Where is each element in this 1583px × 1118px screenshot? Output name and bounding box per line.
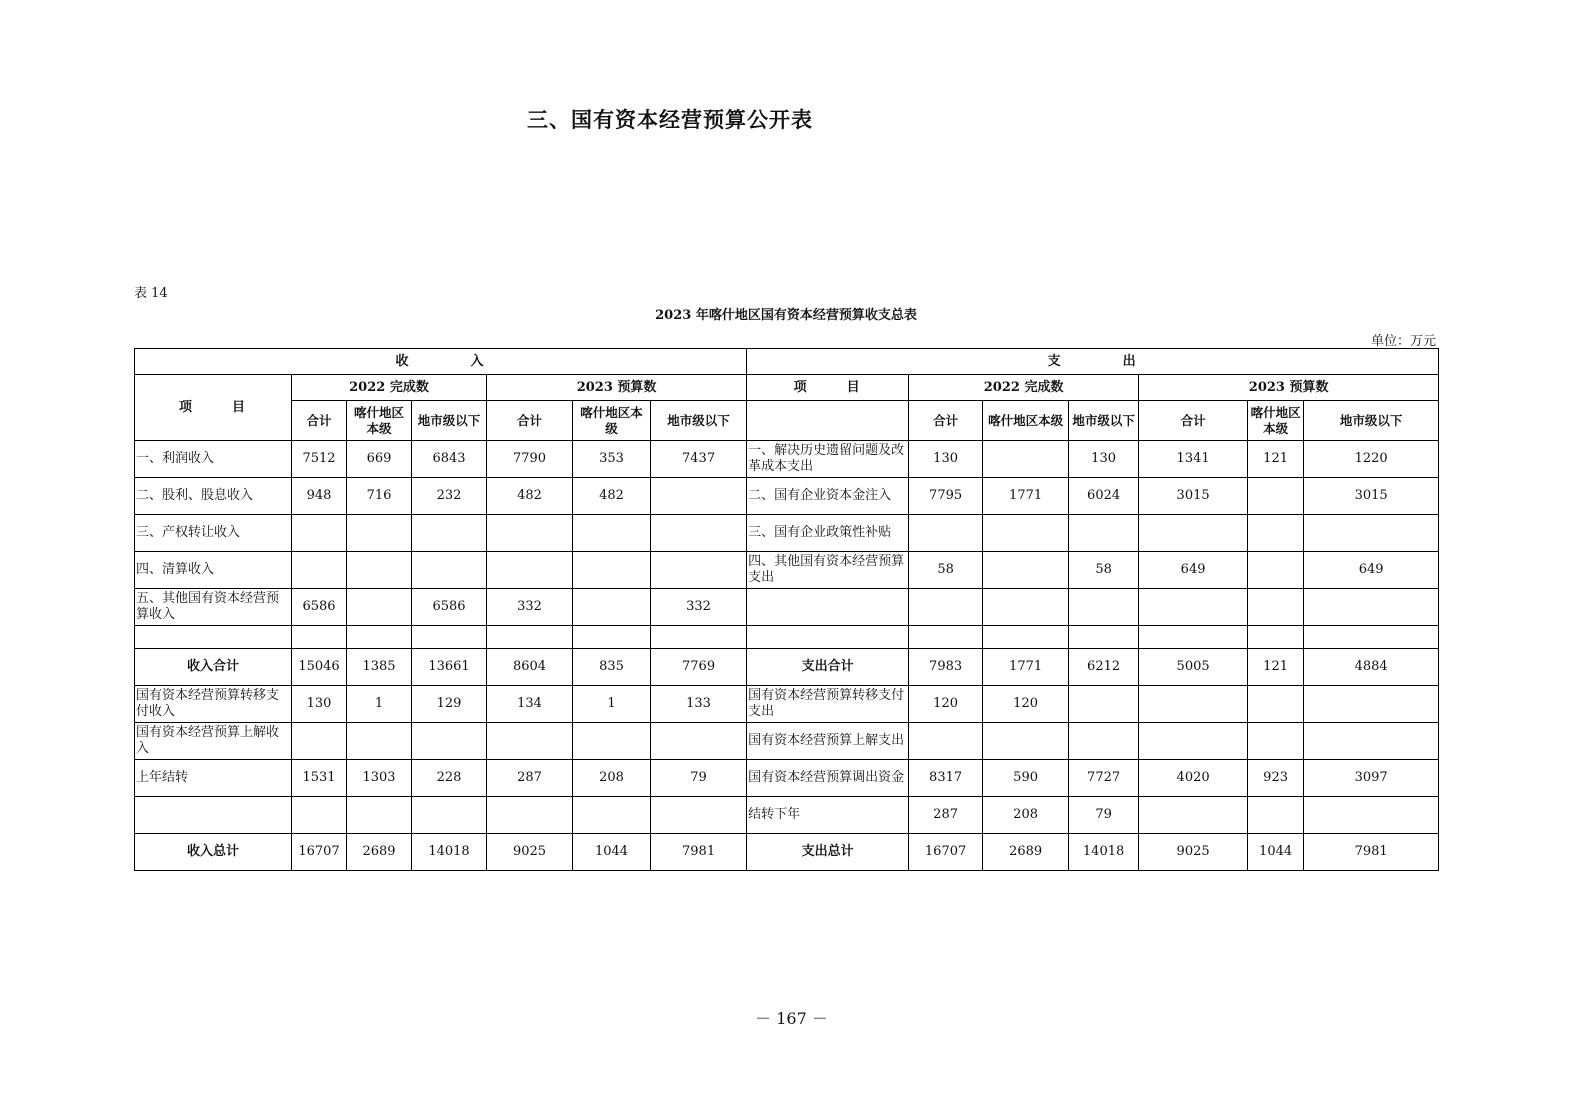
expense-value-cell: 79 <box>1069 797 1139 834</box>
expense-value-cell: 7981 <box>1304 834 1439 871</box>
col-city-below: 地市级以下 <box>1069 401 1139 441</box>
income-value-cell <box>292 797 347 834</box>
income-value-cell: 79 <box>651 760 747 797</box>
income-item-header: 项目 <box>135 375 292 441</box>
expense-value-cell <box>1139 797 1248 834</box>
expense-value-cell: 121 <box>1248 649 1304 686</box>
expense-value-cell <box>909 515 983 552</box>
page-number: － 167 － <box>755 1009 828 1028</box>
expense-item-cell: 支出总计 <box>747 834 909 871</box>
expense-item-cell: 二、国有企业资本金注入 <box>747 478 909 515</box>
expense-value-cell: 7983 <box>909 649 983 686</box>
col-kashgar: 喀什地区本级 <box>573 401 651 441</box>
table-row <box>135 797 1439 834</box>
income-value-cell: 948 <box>292 478 347 515</box>
income-value-cell: 716 <box>347 478 412 515</box>
income-value-cell: 332 <box>487 589 573 626</box>
expense-value-cell <box>1139 589 1248 626</box>
expense-value-cell <box>983 589 1069 626</box>
income-value-cell <box>651 478 747 515</box>
col-kashgar: 喀什地区本级 <box>1248 401 1304 441</box>
expense-value-cell <box>1139 626 1248 649</box>
unit-label: 单位：万元 <box>1370 334 1436 349</box>
col-city-below: 地市级以下 <box>412 401 487 441</box>
expense-value-cell: 58 <box>1069 552 1139 589</box>
expense-value-cell <box>983 441 1069 478</box>
income-item-cell: 五、其他国有资本经营预算收入 <box>135 589 292 626</box>
income-value-cell: 7981 <box>651 834 747 871</box>
expense-value-cell <box>1069 686 1139 723</box>
income-value-cell: 1385 <box>347 649 412 686</box>
income-value-cell <box>292 515 347 552</box>
expense-value-cell <box>1069 589 1139 626</box>
income-item-cell: 上年结转 <box>135 760 292 797</box>
expense-value-cell: 121 <box>1248 441 1304 478</box>
income-value-cell <box>651 723 747 760</box>
income-value-cell <box>347 515 412 552</box>
expense-value-cell: 6212 <box>1069 649 1139 686</box>
income-value-cell: 228 <box>412 760 487 797</box>
expense-value-cell: 2689 <box>983 834 1069 871</box>
income-item-cell: 二、股利、股息收入 <box>135 478 292 515</box>
expense-value-cell: 3015 <box>1304 478 1439 515</box>
income-2023-header: 2023 预算数 <box>487 375 747 401</box>
table-row <box>135 626 1439 649</box>
expense-value-cell <box>1304 589 1439 626</box>
col-total: 合计 <box>1139 401 1248 441</box>
col-city-below: 地市级以下 <box>651 401 747 441</box>
income-value-cell <box>412 797 487 834</box>
income-header: 收入 <box>135 349 747 375</box>
income-value-cell <box>412 515 487 552</box>
expense-value-cell: 1771 <box>983 478 1069 515</box>
income-value-cell: 7790 <box>487 441 573 478</box>
expense-value-cell: 590 <box>983 760 1069 797</box>
income-value-cell <box>292 626 347 649</box>
expense-value-cell <box>983 626 1069 649</box>
income-value-cell: 9025 <box>487 834 573 871</box>
table-title: 2023 年喀什地区国有资本经营预算收支总表 <box>655 308 917 323</box>
table-row <box>135 589 1439 626</box>
income-value-cell <box>412 626 487 649</box>
expense-item-cell <box>747 589 909 626</box>
expense-value-cell <box>1248 515 1304 552</box>
income-value-cell <box>347 589 412 626</box>
expense-item-cell: 国有资本经营预算调出资金 <box>747 760 909 797</box>
expense-item-cell: 支出合计 <box>747 649 909 686</box>
expense-value-cell <box>1248 626 1304 649</box>
expense-value-cell: 120 <box>983 686 1069 723</box>
income-value-cell: 332 <box>651 589 747 626</box>
expense-value-cell <box>1248 589 1304 626</box>
income-item-cell <box>135 797 292 834</box>
expense-value-cell <box>1304 626 1439 649</box>
income-value-cell: 353 <box>573 441 651 478</box>
expense-item-cell: 国有资本经营预算转移支付支出 <box>747 686 909 723</box>
expense-value-cell: 58 <box>909 552 983 589</box>
income-value-cell: 7437 <box>651 441 747 478</box>
budget-table <box>134 348 1439 871</box>
income-value-cell <box>573 797 651 834</box>
expense-value-cell: 208 <box>983 797 1069 834</box>
income-value-cell <box>487 515 573 552</box>
income-item-cell: 收入合计 <box>135 649 292 686</box>
income-value-cell <box>347 552 412 589</box>
income-value-cell: 129 <box>412 686 487 723</box>
expense-item-cell: 结转下年 <box>747 797 909 834</box>
expense-value-cell <box>1069 626 1139 649</box>
table-row <box>135 834 1439 871</box>
expense-2022-header: 2022 完成数 <box>909 375 1139 401</box>
income-value-cell: 1 <box>347 686 412 723</box>
income-value-cell <box>292 552 347 589</box>
table-row <box>135 441 1439 478</box>
income-value-cell <box>412 723 487 760</box>
income-item-cell: 四、清算收入 <box>135 552 292 589</box>
table-row <box>135 552 1439 589</box>
income-value-cell <box>487 723 573 760</box>
income-value-cell: 232 <box>412 478 487 515</box>
income-item-cell: 收入总计 <box>135 834 292 871</box>
income-value-cell <box>347 626 412 649</box>
expense-value-cell: 649 <box>1139 552 1248 589</box>
income-value-cell <box>292 723 347 760</box>
expense-value-cell: 3015 <box>1139 478 1248 515</box>
expense-value-cell: 1044 <box>1248 834 1304 871</box>
income-value-cell: 16707 <box>292 834 347 871</box>
income-item-cell: 一、利润收入 <box>135 441 292 478</box>
expense-value-cell <box>983 552 1069 589</box>
income-value-cell <box>651 797 747 834</box>
income-value-cell <box>573 626 651 649</box>
expense-value-cell: 7727 <box>1069 760 1139 797</box>
income-value-cell: 7512 <box>292 441 347 478</box>
expense-value-cell: 4884 <box>1304 649 1439 686</box>
income-value-cell <box>651 515 747 552</box>
expense-value-cell <box>1304 515 1439 552</box>
income-value-cell: 482 <box>573 478 651 515</box>
table-row <box>135 515 1439 552</box>
income-item-cell <box>135 626 292 649</box>
income-value-cell <box>487 552 573 589</box>
income-item-cell: 国有资本经营预算转移支付收入 <box>135 686 292 723</box>
expense-value-cell <box>1069 723 1139 760</box>
income-2022-header: 2022 完成数 <box>292 375 487 401</box>
expense-value-cell: 649 <box>1304 552 1439 589</box>
table-row <box>135 478 1439 515</box>
expense-value-cell <box>1248 797 1304 834</box>
income-value-cell <box>347 723 412 760</box>
expense-value-cell <box>1248 686 1304 723</box>
income-value-cell: 208 <box>573 760 651 797</box>
expense-value-cell: 9025 <box>1139 834 1248 871</box>
income-value-cell <box>573 515 651 552</box>
expense-value-cell <box>1304 797 1439 834</box>
expense-value-cell: 5005 <box>1139 649 1248 686</box>
income-value-cell: 482 <box>487 478 573 515</box>
expense-header: 支出 <box>747 349 1439 375</box>
income-value-cell: 8604 <box>487 649 573 686</box>
expense-value-cell: 6024 <box>1069 478 1139 515</box>
income-value-cell: 13661 <box>412 649 487 686</box>
expense-item-cell: 四、其他国有资本经营预算支出 <box>747 552 909 589</box>
expense-value-cell: 287 <box>909 797 983 834</box>
expense-value-cell <box>909 626 983 649</box>
expense-value-cell <box>909 589 983 626</box>
expense-value-cell: 1220 <box>1304 441 1439 478</box>
income-value-cell: 835 <box>573 649 651 686</box>
expense-value-cell <box>909 723 983 760</box>
expense-value-cell: 120 <box>909 686 983 723</box>
income-value-cell: 134 <box>487 686 573 723</box>
income-value-cell <box>412 552 487 589</box>
income-value-cell <box>487 626 573 649</box>
expense-item-blank <box>747 401 909 441</box>
col-total: 合计 <box>487 401 573 441</box>
expense-value-cell: 8317 <box>909 760 983 797</box>
table-row <box>135 686 1439 723</box>
income-value-cell <box>651 552 747 589</box>
col-kashgar: 喀什地区本级 <box>983 401 1069 441</box>
expense-value-cell <box>1248 723 1304 760</box>
expense-value-cell: 16707 <box>909 834 983 871</box>
income-value-cell: 6586 <box>412 589 487 626</box>
expense-value-cell: 1341 <box>1139 441 1248 478</box>
income-item-cell: 国有资本经营预算上解收入 <box>135 723 292 760</box>
income-value-cell: 15046 <box>292 649 347 686</box>
income-value-cell: 287 <box>487 760 573 797</box>
expense-item-cell: 三、国有企业政策性补贴 <box>747 515 909 552</box>
table-row <box>135 760 1439 797</box>
income-value-cell <box>573 723 651 760</box>
income-value-cell: 1303 <box>347 760 412 797</box>
income-value-cell: 1 <box>573 686 651 723</box>
expense-value-cell: 3097 <box>1304 760 1439 797</box>
col-total: 合计 <box>909 401 983 441</box>
income-value-cell: 14018 <box>412 834 487 871</box>
expense-value-cell: 4020 <box>1139 760 1248 797</box>
income-value-cell <box>573 552 651 589</box>
income-value-cell: 669 <box>347 441 412 478</box>
income-value-cell: 2689 <box>347 834 412 871</box>
expense-value-cell <box>1304 723 1439 760</box>
page-title: 三、国有资本经营预算公开表 <box>527 107 813 132</box>
expense-value-cell <box>1304 686 1439 723</box>
income-value-cell <box>487 797 573 834</box>
expense-2023-header: 2023 预算数 <box>1139 375 1439 401</box>
income-value-cell: 7769 <box>651 649 747 686</box>
expense-value-cell <box>1248 478 1304 515</box>
expense-value-cell: 923 <box>1248 760 1304 797</box>
expense-value-cell: 7795 <box>909 478 983 515</box>
expense-value-cell <box>983 515 1069 552</box>
table-label: 表 14 <box>134 286 168 301</box>
expense-item-header: 项目 <box>747 375 909 401</box>
expense-value-cell: 1771 <box>983 649 1069 686</box>
col-total: 合计 <box>292 401 347 441</box>
income-value-cell: 133 <box>651 686 747 723</box>
table-row <box>135 723 1439 760</box>
income-value-cell: 130 <box>292 686 347 723</box>
col-city-below: 地市级以下 <box>1304 401 1439 441</box>
expense-value-cell: 130 <box>909 441 983 478</box>
income-item-cell: 三、产权转让收入 <box>135 515 292 552</box>
expense-value-cell <box>983 723 1069 760</box>
table-row <box>135 649 1439 686</box>
expense-value-cell <box>1139 515 1248 552</box>
expense-item-cell: 国有资本经营预算上解支出 <box>747 723 909 760</box>
income-value-cell: 1044 <box>573 834 651 871</box>
expense-item-cell: 一、解决历史遗留问题及改革成本支出 <box>747 441 909 478</box>
income-value-cell: 6843 <box>412 441 487 478</box>
income-value-cell <box>573 589 651 626</box>
expense-value-cell: 130 <box>1069 441 1139 478</box>
expense-item-cell <box>747 626 909 649</box>
income-value-cell: 1531 <box>292 760 347 797</box>
income-value-cell <box>347 797 412 834</box>
income-value-cell: 6586 <box>292 589 347 626</box>
expense-value-cell <box>1139 686 1248 723</box>
expense-value-cell: 14018 <box>1069 834 1139 871</box>
income-value-cell <box>651 626 747 649</box>
expense-value-cell <box>1248 552 1304 589</box>
col-kashgar: 喀什地区本级 <box>347 401 412 441</box>
expense-value-cell <box>1139 723 1248 760</box>
expense-value-cell <box>1069 515 1139 552</box>
